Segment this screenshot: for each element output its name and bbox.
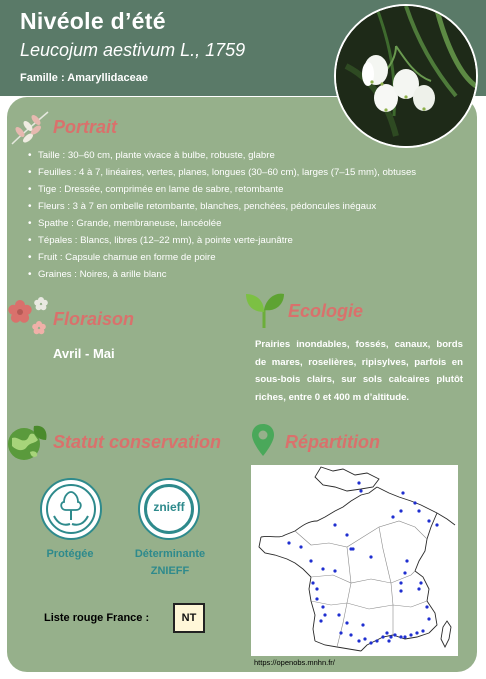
portrait-item: • Taille : 30–60 cm, plante vivace à bulbe, robuste, glabre (28, 147, 468, 164)
globe-leaf-icon (4, 422, 48, 462)
portrait-item: • Feuilles : 4 à 7, linéaires, vertes, planes, longues (30–60 cm), larges (7–15 mm), obtuses (28, 164, 468, 181)
distribution-map (251, 465, 458, 656)
portrait-item: • Fruit : Capsule charnue en forme de poire (28, 249, 468, 266)
portrait-item: • Graines : Noires, à arille blanc (28, 266, 468, 283)
portrait-item: • Spathe : Grande, membraneuse, lancéolée (28, 215, 468, 232)
liste-rouge-label: Liste rouge France : (44, 612, 150, 624)
section-title-statut: Statut conservation (53, 432, 222, 452)
species-photo (334, 4, 478, 148)
protected-badge (40, 478, 102, 540)
map-source-link[interactable]: https://openobs.mnhn.fr/ (254, 658, 335, 667)
floraison-value: Avril - Mai (53, 346, 115, 361)
section-title-repartition: Répartition (285, 432, 381, 452)
portrait-item: • Fleurs : 3 à 7 en ombelle retombante, blanches, penchées, pédoncules inégaux (28, 198, 468, 215)
znieff-label-line2: ZNIEFF (150, 565, 190, 577)
liste-rouge-status: NT (173, 603, 205, 633)
map-pin-icon (250, 422, 276, 460)
ecologie-text: Prairies inondables, fossés, canaux, bords de mares, roselières, ripisylves, parfois en sous-bois clairs, sur sols calcaires plutôt riches, entre 0 et 400 m d’altitude. (255, 339, 463, 403)
section-title-portrait: Portrait (53, 117, 118, 137)
leaf-sprig-icon (8, 108, 52, 148)
tree-hands-icon (42, 480, 100, 538)
section-title-ecologie: Ecologie (288, 301, 364, 321)
znieff-label-line1: Déterminante (134, 548, 206, 560)
protected-label: Protégée (46, 548, 94, 560)
sprout-icon (244, 290, 286, 330)
species-family: Famille : Amaryllidaceae (20, 72, 148, 84)
portrait-item: • Tépales : Blancs, libres (12–22 mm), à pointe verte-jaunâtre (28, 232, 468, 249)
portrait-item: • Tige : Dressée, comprimée en lame de sabre, retombante (28, 181, 468, 198)
species-scientific-name: Leucojum aestivum L., 1759 (20, 40, 246, 60)
znieff-logo-text: znieff (153, 500, 185, 514)
species-common-name: Nivéole d’été (20, 8, 166, 34)
portrait-list (28, 147, 468, 283)
section-title-floraison: Floraison (53, 309, 135, 329)
znieff-badge (138, 478, 200, 540)
flower-icon (6, 296, 52, 338)
